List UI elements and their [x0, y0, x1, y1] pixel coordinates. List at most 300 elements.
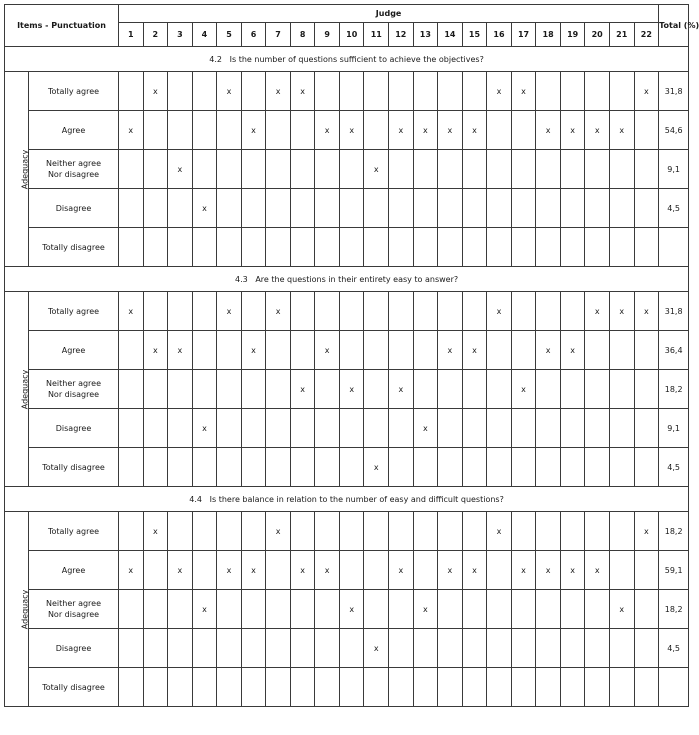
judge-mark: x — [364, 448, 389, 487]
response-label: Totally agree — [29, 72, 119, 111]
judge-cell — [143, 370, 168, 409]
judge-cell — [487, 668, 512, 707]
judge-mark: x — [241, 331, 266, 370]
judge-cell — [192, 150, 217, 189]
judge-cell — [241, 292, 266, 331]
response-label: Totally agree — [29, 512, 119, 551]
judge-cell — [143, 150, 168, 189]
judge-mark: x — [438, 331, 463, 370]
total-percent: 9,1 — [659, 150, 689, 189]
response-label: Agree — [29, 331, 119, 370]
judge-cell — [339, 72, 364, 111]
adequacy-axis-text: Adequacy — [20, 149, 30, 189]
judge-cell — [266, 629, 291, 668]
judge-cell — [560, 370, 585, 409]
judge-cell — [389, 629, 414, 668]
judge-cell — [364, 512, 389, 551]
judge-cell — [266, 448, 291, 487]
response-label: Disagree — [29, 189, 119, 228]
judge-cell — [241, 590, 266, 629]
judge-cell — [438, 370, 463, 409]
judge-cell — [585, 228, 610, 267]
judge-mark: x — [511, 370, 536, 409]
judge-number-12: 12 — [389, 23, 414, 47]
judge-cell — [143, 189, 168, 228]
judge-mark: x — [266, 72, 291, 111]
judge-cell — [462, 72, 487, 111]
judge-cell — [143, 292, 168, 331]
judge-number-16: 16 — [487, 23, 512, 47]
response-label: Agree — [29, 551, 119, 590]
total-percent — [659, 668, 689, 707]
judge-cell — [634, 370, 659, 409]
judge-cell — [192, 448, 217, 487]
table-row — [5, 551, 689, 590]
adequacy-axis-label — [5, 292, 29, 487]
judge-mark: x — [438, 551, 463, 590]
judge-cell — [511, 292, 536, 331]
judge-cell — [119, 150, 144, 189]
table-row — [5, 512, 689, 551]
judge-cell — [315, 228, 340, 267]
judge-cell — [634, 590, 659, 629]
judge-cell — [462, 370, 487, 409]
judge-mark: x — [168, 331, 193, 370]
judge-cell — [536, 228, 561, 267]
judge-cell — [315, 629, 340, 668]
judge-cell — [634, 228, 659, 267]
judge-cell — [168, 448, 193, 487]
judge-cell — [389, 512, 414, 551]
judge-cell — [217, 590, 242, 629]
judge-cell — [487, 228, 512, 267]
adequacy-axis-label — [5, 72, 29, 267]
judge-cell — [217, 409, 242, 448]
judge-mark: x — [266, 512, 291, 551]
judge-number-10: 10 — [339, 23, 364, 47]
judge-cell — [511, 512, 536, 551]
judge-cell — [217, 331, 242, 370]
judge-cell — [168, 409, 193, 448]
judge-cell — [389, 228, 414, 267]
judge-cell — [560, 590, 585, 629]
judge-cell — [462, 189, 487, 228]
judge-cell — [290, 189, 315, 228]
judge-cell — [413, 512, 438, 551]
judge-mark: x — [585, 292, 610, 331]
judge-cell — [364, 111, 389, 150]
judge-cell — [560, 448, 585, 487]
judge-cell — [241, 448, 266, 487]
judge-cell — [511, 409, 536, 448]
judge-cell — [438, 292, 463, 331]
judge-cell — [143, 448, 168, 487]
judge-cell — [290, 228, 315, 267]
judge-number-1: 1 — [119, 23, 144, 47]
judge-cell — [266, 590, 291, 629]
judge-mark: x — [634, 72, 659, 111]
judge-cell — [462, 150, 487, 189]
judge-cell — [119, 668, 144, 707]
judge-cell — [609, 512, 634, 551]
judge-cell — [389, 590, 414, 629]
total-percent: 31,8 — [659, 292, 689, 331]
judge-cell — [119, 448, 144, 487]
judge-cell — [192, 228, 217, 267]
judge-cell — [217, 448, 242, 487]
section-title: 4.3 Are the questions in their entirety easy to answer? — [5, 267, 689, 292]
judge-cell — [634, 111, 659, 150]
judge-cell — [168, 189, 193, 228]
judge-cell — [609, 228, 634, 267]
judge-cell — [315, 668, 340, 707]
judge-number-4: 4 — [192, 23, 217, 47]
judge-cell — [217, 629, 242, 668]
total-percent: 36,4 — [659, 331, 689, 370]
judge-mark: x — [290, 370, 315, 409]
judge-header: Judge — [119, 5, 659, 23]
judge-number-19: 19 — [560, 23, 585, 47]
judge-cell — [413, 189, 438, 228]
judge-mark: x — [241, 551, 266, 590]
table-row — [5, 72, 689, 111]
judge-cell — [241, 409, 266, 448]
judge-cell — [290, 590, 315, 629]
judge-mark: x — [266, 292, 291, 331]
table-row — [5, 448, 689, 487]
judge-cell — [438, 409, 463, 448]
judge-mark: x — [192, 409, 217, 448]
judge-mark: x — [609, 590, 634, 629]
judge-mark: x — [389, 370, 414, 409]
judge-cell — [192, 111, 217, 150]
judge-number-13: 13 — [413, 23, 438, 47]
judge-cell — [143, 228, 168, 267]
judge-cell — [266, 409, 291, 448]
judge-cell — [290, 292, 315, 331]
judge-cell — [266, 551, 291, 590]
judge-cell — [315, 370, 340, 409]
judge-cell — [438, 590, 463, 629]
judge-mark: x — [413, 590, 438, 629]
judge-cell — [585, 629, 610, 668]
judge-cell — [241, 629, 266, 668]
judge-mark: x — [511, 72, 536, 111]
judge-cell — [168, 111, 193, 150]
judge-cell — [585, 668, 610, 707]
judge-mark: x — [339, 111, 364, 150]
judge-cell — [364, 668, 389, 707]
total-percent — [659, 228, 689, 267]
judge-cell — [438, 150, 463, 189]
adequacy-axis-label — [5, 512, 29, 707]
judge-cell — [168, 668, 193, 707]
judge-cell — [192, 668, 217, 707]
judge-cell — [462, 292, 487, 331]
judge-cell — [168, 72, 193, 111]
judge-number-2: 2 — [143, 23, 168, 47]
judge-cell — [634, 189, 659, 228]
judge-cell — [339, 292, 364, 331]
judge-mark: x — [585, 111, 610, 150]
judge-cell — [389, 292, 414, 331]
judge-cell — [192, 331, 217, 370]
items-punctuation-header: Items - Punctuation — [5, 5, 119, 47]
judge-cell — [266, 228, 291, 267]
judge-cell — [143, 590, 168, 629]
judge-cell — [389, 409, 414, 448]
judge-number-6: 6 — [241, 23, 266, 47]
adequacy-table — [4, 4, 699, 707]
judge-cell — [462, 629, 487, 668]
judge-mark: x — [536, 111, 561, 150]
judge-cell — [339, 668, 364, 707]
judge-number-15: 15 — [462, 23, 487, 47]
judge-number-8: 8 — [290, 23, 315, 47]
total-percent: 59,1 — [659, 551, 689, 590]
judge-cell — [339, 512, 364, 551]
judge-cell — [217, 228, 242, 267]
section-title: 4.2 Is the number of questions sufficient to achieve the objectives? — [5, 47, 689, 72]
table-row — [5, 111, 689, 150]
judge-cell — [413, 629, 438, 668]
table-row — [5, 228, 689, 267]
judge-cell — [487, 551, 512, 590]
judge-cell — [119, 228, 144, 267]
judge-cell — [290, 409, 315, 448]
judge-mark: x — [192, 590, 217, 629]
judge-mark: x — [119, 111, 144, 150]
judge-cell — [266, 111, 291, 150]
judge-mark: x — [290, 72, 315, 111]
judge-mark: x — [536, 551, 561, 590]
judge-mark: x — [560, 111, 585, 150]
judge-cell — [217, 111, 242, 150]
judge-cell — [339, 629, 364, 668]
judge-cell — [536, 370, 561, 409]
judge-mark: x — [339, 590, 364, 629]
judge-number-20: 20 — [585, 23, 610, 47]
judge-mark: x — [560, 331, 585, 370]
judge-cell — [119, 409, 144, 448]
judge-cell — [609, 72, 634, 111]
table-row — [5, 150, 689, 189]
judge-cell — [487, 409, 512, 448]
judge-mark: x — [487, 72, 512, 111]
judge-cell — [364, 331, 389, 370]
judge-cell — [143, 668, 168, 707]
judge-cell — [536, 72, 561, 111]
response-label: Neither agree Nor disagree — [29, 150, 119, 189]
judge-cell — [487, 629, 512, 668]
judge-number-21: 21 — [609, 23, 634, 47]
judge-cell — [536, 189, 561, 228]
judge-cell — [241, 668, 266, 707]
judge-cell — [438, 512, 463, 551]
judge-cell — [634, 150, 659, 189]
judge-cell — [290, 668, 315, 707]
judge-cell — [560, 409, 585, 448]
response-label: Totally disagree — [29, 228, 119, 267]
judge-cell — [217, 189, 242, 228]
judge-cell — [119, 331, 144, 370]
judge-mark: x — [364, 150, 389, 189]
judge-number-7: 7 — [266, 23, 291, 47]
table-row — [5, 409, 689, 448]
judge-cell — [536, 512, 561, 551]
judge-cell — [364, 189, 389, 228]
judge-cell — [487, 189, 512, 228]
judge-cell — [192, 512, 217, 551]
judge-cell — [536, 668, 561, 707]
judge-cell — [609, 409, 634, 448]
judge-cell — [462, 228, 487, 267]
judge-cell — [413, 150, 438, 189]
judge-cell — [364, 228, 389, 267]
judge-cell — [511, 668, 536, 707]
judge-cell — [536, 448, 561, 487]
judge-cell — [168, 370, 193, 409]
judge-mark: x — [119, 551, 144, 590]
judge-cell — [634, 629, 659, 668]
judge-cell — [438, 448, 463, 487]
judge-cell — [290, 331, 315, 370]
judge-cell — [389, 150, 414, 189]
judge-cell — [462, 590, 487, 629]
judge-cell — [315, 409, 340, 448]
table-row — [5, 189, 689, 228]
judge-mark: x — [192, 189, 217, 228]
table-row — [5, 331, 689, 370]
judge-cell — [290, 111, 315, 150]
judge-mark: x — [315, 331, 340, 370]
judge-mark: x — [560, 551, 585, 590]
judge-cell — [634, 551, 659, 590]
judge-cell — [192, 629, 217, 668]
judge-cell — [339, 228, 364, 267]
judge-number-9: 9 — [315, 23, 340, 47]
judge-cell — [266, 331, 291, 370]
judge-cell — [511, 111, 536, 150]
judge-cell — [511, 629, 536, 668]
judge-cell — [413, 331, 438, 370]
total-percent: 31,8 — [659, 72, 689, 111]
judge-cell — [487, 370, 512, 409]
judge-mark: x — [487, 512, 512, 551]
judge-cell — [634, 409, 659, 448]
judge-cell — [413, 370, 438, 409]
judge-cell — [609, 668, 634, 707]
judge-mark: x — [413, 409, 438, 448]
table-row — [5, 370, 689, 409]
total-percent: 4,5 — [659, 448, 689, 487]
judge-cell — [634, 331, 659, 370]
judge-cell — [560, 512, 585, 551]
judge-cell — [241, 512, 266, 551]
judge-cell — [462, 448, 487, 487]
judge-cell — [389, 448, 414, 487]
judge-mark: x — [168, 150, 193, 189]
judge-cell — [266, 668, 291, 707]
judge-cell — [315, 512, 340, 551]
total-percent: 4,5 — [659, 629, 689, 668]
judge-cell — [241, 189, 266, 228]
judge-mark: x — [634, 292, 659, 331]
judge-cell — [634, 668, 659, 707]
judge-cell — [217, 370, 242, 409]
judge-mark: x — [143, 331, 168, 370]
judge-cell — [511, 228, 536, 267]
judge-cell — [487, 111, 512, 150]
judge-mark: x — [413, 111, 438, 150]
judge-cell — [438, 629, 463, 668]
total-percent: 18,2 — [659, 370, 689, 409]
judge-cell — [487, 448, 512, 487]
judge-cell — [585, 590, 610, 629]
judge-cell — [364, 72, 389, 111]
judge-cell — [168, 512, 193, 551]
judge-cell — [217, 150, 242, 189]
judge-mark: x — [536, 331, 561, 370]
judge-cell — [339, 551, 364, 590]
judge-cell — [119, 370, 144, 409]
judge-mark: x — [241, 111, 266, 150]
section-title: 4.4 Is there balance in relation to the number of easy and difficult questions? — [5, 487, 689, 512]
response-label: Neither agree Nor disagree — [29, 370, 119, 409]
judge-cell — [438, 72, 463, 111]
adequacy-axis-text: Adequacy — [20, 589, 30, 629]
judge-cell — [192, 72, 217, 111]
judge-mark: x — [462, 111, 487, 150]
judge-mark: x — [217, 72, 242, 111]
judge-cell — [585, 370, 610, 409]
judge-cell — [438, 668, 463, 707]
judge-cell — [536, 292, 561, 331]
judge-cell — [241, 150, 266, 189]
judge-cell — [413, 668, 438, 707]
judge-cell — [585, 448, 610, 487]
judge-mark: x — [389, 551, 414, 590]
judge-cell — [192, 370, 217, 409]
judge-cell — [585, 72, 610, 111]
response-label: Totally disagree — [29, 448, 119, 487]
judge-cell — [560, 228, 585, 267]
judge-cell — [585, 189, 610, 228]
table-row — [5, 292, 689, 331]
judge-mark: x — [487, 292, 512, 331]
judge-cell — [241, 72, 266, 111]
judge-mark: x — [290, 551, 315, 590]
judge-number-18: 18 — [536, 23, 561, 47]
judge-mark: x — [634, 512, 659, 551]
judge-cell — [511, 448, 536, 487]
judge-cell — [609, 150, 634, 189]
judge-cell — [413, 551, 438, 590]
judge-cell — [413, 228, 438, 267]
judge-cell — [585, 409, 610, 448]
judge-cell — [290, 629, 315, 668]
judge-mark: x — [143, 512, 168, 551]
judge-mark: x — [462, 551, 487, 590]
judge-cell — [119, 72, 144, 111]
judge-cell — [560, 72, 585, 111]
judge-cell — [560, 150, 585, 189]
judge-cell — [585, 331, 610, 370]
judge-cell — [389, 331, 414, 370]
judge-cell — [560, 668, 585, 707]
judge-cell — [609, 331, 634, 370]
judge-number-11: 11 — [364, 23, 389, 47]
